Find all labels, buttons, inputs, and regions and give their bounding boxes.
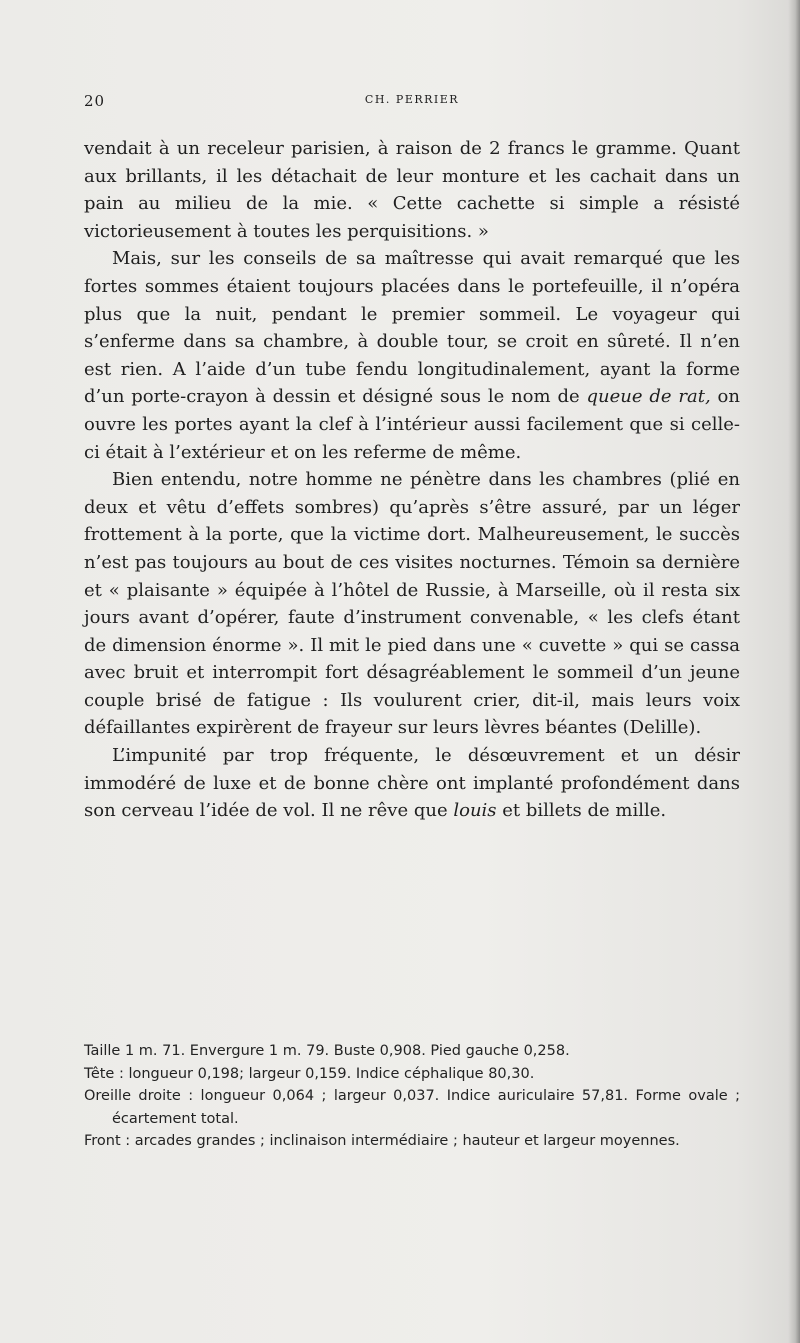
- note-line: Oreille droite : longueur 0,064 ; largeur 0,037. Indice auriculaire 57,81. Forme ovale ; écartement total.: [84, 1088, 740, 1127]
- paragraph-4-tail: et billets de mille.: [502, 800, 667, 822]
- paragraph-2-text: Mais, sur les conseils de sa maîtresse qui avait remarqué que les fortes sommes étaient toujours placées dans le portefeuille, il n’opéra plus que la nuit, pendant le premier sommeil. Le voyageur qui s’enferme dans sa chambre, à double tour, se croit en sûreté. Il n’en est rien. A l’aide d’un tube fendu longitudinalement, ayant la forme d’un porte-crayon à dessin et désigné sous le nom de: [84, 248, 740, 408]
- paragraph-3: Bien entendu, notre homme ne pénètre dans les chambres (plié en deux et vêtu d’effets sombres) qu’après s’être assuré, par un léger frottement à la porte, que la victime dort. Malheureusement, le succès n’est pas toujours au bout de ces visites nocturnes. Témoin sa dernière et « plaisante » équipée à l’hôtel de Russie, à Marseille, où il resta six jours avant d’opérer, faute d’instrument convenable, « les clefs étant de dimension énorme ». Il mit le pied dans une « cuvette » qui se cassa avec bruit et interrompit fort désagréablement le sommeil d’un jeune couple brisé de fatigue : Ils voulurent crier, dit-il, mais leurs voix défaillantes expirèrent de frayeur sur leurs lèvres béantes (Delille).: [84, 469, 740, 739]
- paragraph-2-tail: on ouvre les portes ayant la clef à l’intérieur aussi facilement que si celle-ci était à l’extérieur et on les referme de même.: [84, 386, 740, 463]
- page-edge-shadow: [788, 0, 800, 1343]
- paragraph-4-italic: louis: [453, 800, 497, 822]
- paragraph-4: [84, 742, 740, 825]
- note-line: Tête : longueur 0,198; largeur 0,159. Indice céphalique 80,30.: [84, 1065, 535, 1082]
- page-number: 20: [84, 92, 106, 110]
- main-text: [84, 135, 740, 825]
- paragraph-1: vendait à un receleur parisien, à raison de 2 francs le gramme. Quant aux brillants, il les détachait de leur monture et les cachait dans un pain au milieu de la mie. « Cette cachette si simple a résisté victorieusement à toutes les perquisitions. »: [84, 138, 740, 242]
- paragraph-4-text: L’impunité par trop fréquente, le désœuvrement et un désir immodéré de luxe et de bonne chère ont implanté profondément dans son cerveau l’idée de vol. Il ne rêve que: [84, 745, 740, 822]
- paragraph-2-italic: queue de rat,: [586, 386, 711, 408]
- paragraph-2: [84, 245, 740, 466]
- note-line: Front : arcades grandes ; inclinaison intermédiaire ; hauteur et largeur moyennes.: [84, 1133, 680, 1149]
- running-title: CH. PERRIER: [364, 93, 460, 106]
- running-header: [84, 92, 740, 112]
- note-line: Taille 1 m. 71. Envergure 1 m. 79. Buste 0,908. Pied gauche 0,258.: [84, 1043, 570, 1059]
- measurement-notes: [84, 1040, 740, 1153]
